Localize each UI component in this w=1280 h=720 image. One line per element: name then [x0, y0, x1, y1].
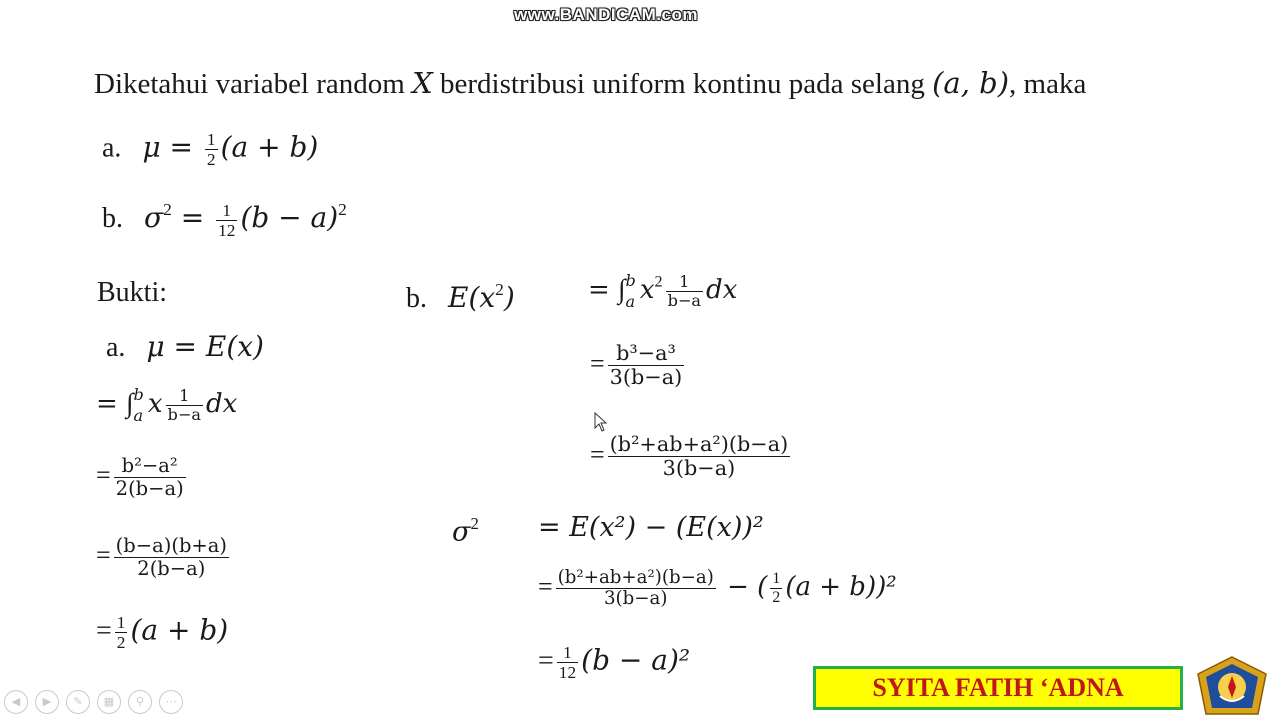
proof-a-line4 [96, 535, 232, 580]
frac-den: b−a [167, 405, 201, 425]
statement-b-sigma-exp: 2 [163, 200, 172, 219]
next-icon[interactable]: ▶ [35, 690, 59, 714]
frac-den: 2(b−a) [115, 476, 184, 500]
intro-text-3: , maka [1009, 68, 1087, 100]
integral-sign: ∫ [618, 273, 626, 304]
intro-text-1: Diketahui variabel random [94, 68, 413, 100]
proof-b-label: b. [406, 283, 427, 315]
frac-num: (b²+ab+a²)(b−a) [557, 567, 714, 588]
proof-b-lhs: E(x [448, 281, 496, 315]
lower-limit: a [625, 291, 636, 311]
variance-line2 [538, 568, 897, 610]
prev-icon[interactable]: ◀ [4, 690, 28, 714]
eq-sign: = [96, 388, 127, 419]
integrand: x [147, 388, 163, 419]
eq-sign: = [590, 439, 605, 469]
frac-den: 2 [206, 150, 216, 170]
proof-b-line1 [588, 271, 737, 313]
frac-num: b²−a² [114, 455, 186, 478]
proof-b-line3 [590, 433, 793, 481]
frac-den: 2 [772, 589, 781, 607]
upper-limit: b [133, 385, 144, 404]
proof-a-line3-fraction [114, 455, 186, 500]
slideshow-toolbar [4, 690, 183, 714]
statement-a-rhs: (a + b) [220, 130, 319, 164]
statement-b-sigma: σ [144, 201, 164, 235]
frac-den: 12 [558, 663, 577, 683]
university-seal-icon [1196, 656, 1268, 718]
statement-a-lhs: μ = [142, 130, 202, 164]
eq-sign: = [538, 645, 554, 677]
integral-limits [626, 271, 636, 313]
statement-a [102, 130, 318, 170]
eq-sign: = [96, 615, 112, 647]
proof-a-result: (a + b) [130, 613, 229, 647]
eq-sign: = [96, 460, 111, 490]
proof-heading: Bukti: [97, 277, 168, 308]
proof-a-label: a. [106, 332, 126, 363]
bandicam-watermark: www.BANDICAM.com [514, 5, 698, 24]
proof-b-line2-fraction [608, 342, 685, 390]
variance-minus: − ( [718, 571, 768, 602]
intro-text-2: berdistribusi uniform kontinu pada selang [432, 68, 933, 100]
frac-den: 3(b−a) [662, 456, 736, 481]
intro-sentence [94, 66, 1086, 101]
proof-a-line1 [106, 330, 264, 364]
intro-var-x: X [412, 66, 433, 100]
variance-sigma: σ [452, 516, 471, 548]
intro-interval: (a, b) [932, 66, 1010, 100]
statement-b-eq: = [171, 201, 214, 235]
frac-num: 1 [216, 201, 237, 221]
variance-result: (b − a)² [581, 643, 691, 677]
integrand-fraction [166, 387, 203, 424]
frac-den: 2 [116, 633, 126, 653]
variance-line2-fraction [556, 568, 716, 610]
variance-lhs [452, 514, 479, 548]
mouse-cursor-icon [594, 412, 608, 432]
integrand-fraction [666, 273, 703, 310]
variance-definition: = E(x²) − (E(x))² [538, 512, 764, 543]
integral-sign: ∫ [126, 387, 134, 418]
variance-sigma-exp: 2 [470, 514, 479, 533]
statement-a-label: a. [102, 132, 122, 164]
more-icon[interactable]: ⋯ [159, 690, 183, 714]
statement-b-rhs-exp: 2 [338, 200, 347, 219]
zoom-icon[interactable]: ⚲ [128, 690, 152, 714]
frac-num: (b²+ab+a²)(b−a) [609, 432, 789, 456]
frac-den: 3(b−a) [609, 365, 683, 390]
dx: dx [706, 274, 738, 305]
statement-b-label: b. [102, 203, 123, 235]
eq-sign: = [588, 274, 619, 305]
proof-a-line2 [96, 385, 237, 427]
frac-num: 1 [666, 273, 703, 292]
statement-b-fraction [216, 201, 237, 241]
integrand-exp: 2 [654, 273, 663, 291]
frac-num: 1 [116, 613, 126, 632]
variance-line3 [538, 643, 690, 683]
variance-result-fraction [557, 643, 578, 683]
dx: dx [205, 388, 238, 419]
frac-num: b³−a³ [608, 342, 685, 366]
frac-num: 1 [557, 643, 578, 663]
integral-limits [134, 385, 144, 427]
eq-sign: = [538, 571, 553, 601]
integrand: x [639, 274, 655, 305]
statement-b-rhs: (b − a) [240, 201, 339, 235]
slides-icon[interactable]: ▦ [97, 690, 121, 714]
frac-num: 1 [770, 570, 782, 589]
proof-b-header [406, 280, 515, 315]
frac-num: 1 [206, 130, 216, 149]
eq-sign: = [96, 540, 111, 570]
proof-a-line4-fraction [114, 535, 229, 580]
author-name-badge: SYITA FATIH ‘ADNA [813, 666, 1183, 710]
variance-half-fraction [770, 570, 782, 607]
frac-num: 1 [166, 387, 203, 406]
proof-a-mean: μ = E(x) [146, 330, 264, 363]
proof-a-line5-fraction [115, 613, 128, 653]
pen-icon[interactable]: ✎ [66, 690, 90, 714]
statement-a-fraction [205, 130, 218, 170]
frac-den: 3(b−a) [603, 588, 668, 610]
proof-a-line5 [96, 613, 228, 653]
frac-den: 2(b−a) [137, 556, 206, 580]
proof-b-lhs-exp: 2 [495, 280, 504, 299]
frac-num: (b−a)(b+a) [115, 534, 227, 557]
proof-b-line2 [590, 342, 687, 390]
variance-line1 [538, 512, 764, 543]
proof-b-line3-fraction [608, 433, 791, 481]
frac-den: b−a [667, 291, 702, 311]
frac-den: 12 [218, 221, 236, 241]
proof-b-lhs-close: ) [503, 281, 515, 315]
statement-b [102, 200, 347, 241]
variance-tail: (a + b))² [785, 571, 897, 602]
eq-sign: = [590, 348, 605, 378]
lower-limit: a [133, 405, 144, 425]
upper-limit: b [625, 271, 636, 290]
proof-a-line3 [96, 455, 189, 500]
